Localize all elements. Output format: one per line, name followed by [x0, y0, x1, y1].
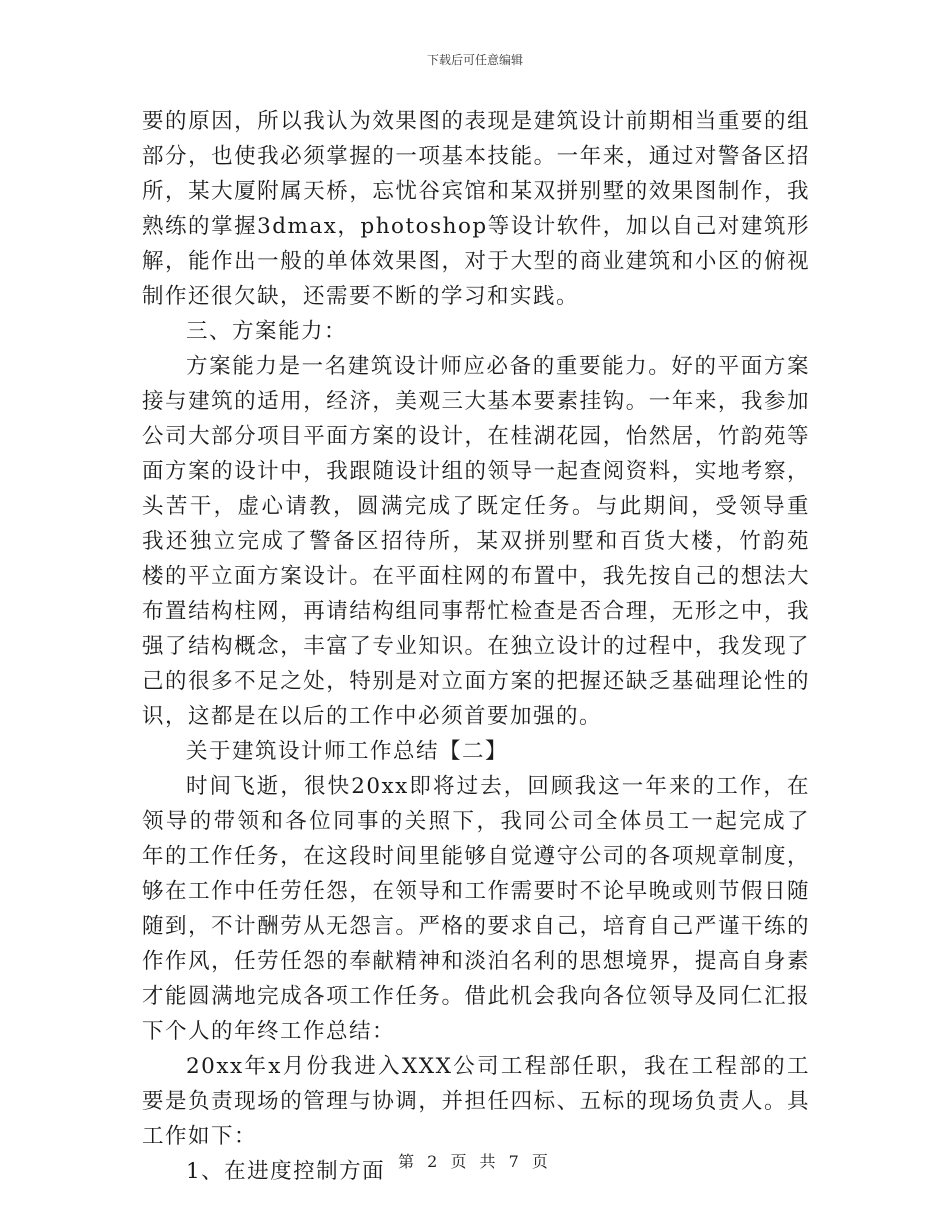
text-line: 我还独立完成了警备区招待所，某双拼别墅和百货大楼，竹韵苑 [142, 529, 810, 554]
text-line: 20xx年x月份我进入XXX公司工程部任职，我在工程部的工 [186, 1054, 810, 1079]
text-line: 解，能作出一般的单体效果图，对于大型的商业建筑和小区的俯视 [142, 249, 810, 274]
text-line: 头苦干，虚心请教，圆满完成了既定任务。与此期间，受领导重 [142, 494, 810, 519]
text-line: 楼的平立面方案设计。在平面柱网的布置中，我先按自己的想法大 [142, 564, 810, 589]
text-line: 领导的带领和各位同事的关照下，我同公司全体员工一起完成了 [142, 809, 810, 834]
text-line: 强了结构概念，丰富了专业知识。在独立设计的过程中，我发现了 [142, 634, 810, 659]
text-line: 面方案的设计中，我跟随设计组的领导一起查阅资料，实地考察， [142, 459, 810, 484]
page-header: 下载后可任意编辑 [426, 53, 523, 67]
text-line: 所，某大厦附属天桥，忘忧谷宾馆和某双拼别墅的效果图制作，我 [142, 179, 810, 204]
text-line: 作作风，任劳任怨的奉献精神和淡泊名利的思想境界，提高自身素 [142, 949, 810, 974]
text-line: 要的原因，所以我认为效果图的表现是建筑设计前期相当重要的组 [142, 109, 810, 134]
text-line: 熟练的掌握3dmax，photoshop等设计软件，加以自己对建筑形 [142, 214, 810, 239]
text-line: 1、在进度控制方面 [186, 1159, 386, 1184]
text-line: 要是负责现场的管理与协调，并担任四标、五标的现场负责人。具 [142, 1089, 810, 1114]
text-line: 制作还很欠缺，还需要不断的学习和实践。 [142, 284, 580, 309]
text-line: 时间飞逝，很快20xx即将过去，回顾我这一年来的工作，在 [186, 774, 810, 799]
text-line: 布置结构柱网，再请结构组同事帮忙检查是否合理，无形之中，我 [142, 599, 810, 624]
text-line: 年的工作任务，在这段时间里能够自觉遵守公司的各项规章制度， [142, 844, 810, 869]
document-body [142, 104, 810, 1189]
page-number: 第 2 页 共 7 页 [398, 1152, 552, 1171]
text-line: 三、方案能力： [186, 319, 348, 344]
text-line: 识，这都是在以后的工作中必须首要加强的。 [142, 704, 603, 729]
text-line: 方案能力是一名建筑设计师应必备的重要能力。好的平面方案 [186, 354, 810, 379]
text-line: 够在工作中任劳任怨，在领导和工作需要时不论早晚或则节假日随 [142, 879, 810, 904]
text-line: 己的很多不足之处，特别是对立面方案的把握还缺乏基础理论性的 [142, 669, 810, 694]
text-line: 关于建筑设计师工作总结【二】 [186, 739, 509, 764]
text-line: 接与建筑的适用，经济，美观三大基本要素挂钩。一年来，我参加 [142, 389, 810, 414]
text-line: 工作如下： [142, 1124, 258, 1149]
text-line: 下个人的年终工作总结： [142, 1019, 396, 1044]
text-line: 随到，不计酬劳从无怨言。严格的要求自己，培育自己严谨干练的 [142, 914, 810, 939]
text-line: 才能圆满地完成各项工作任务。借此机会我向各位领导及同仁汇报 [142, 984, 810, 1009]
text-line: 公司大部分项目平面方案的设计，在桂湖花园，怡然居，竹韵苑等 [142, 424, 810, 449]
text-line: 部分，也使我必须掌握的一项基本技能。一年来，通过对警备区招 [142, 144, 810, 169]
